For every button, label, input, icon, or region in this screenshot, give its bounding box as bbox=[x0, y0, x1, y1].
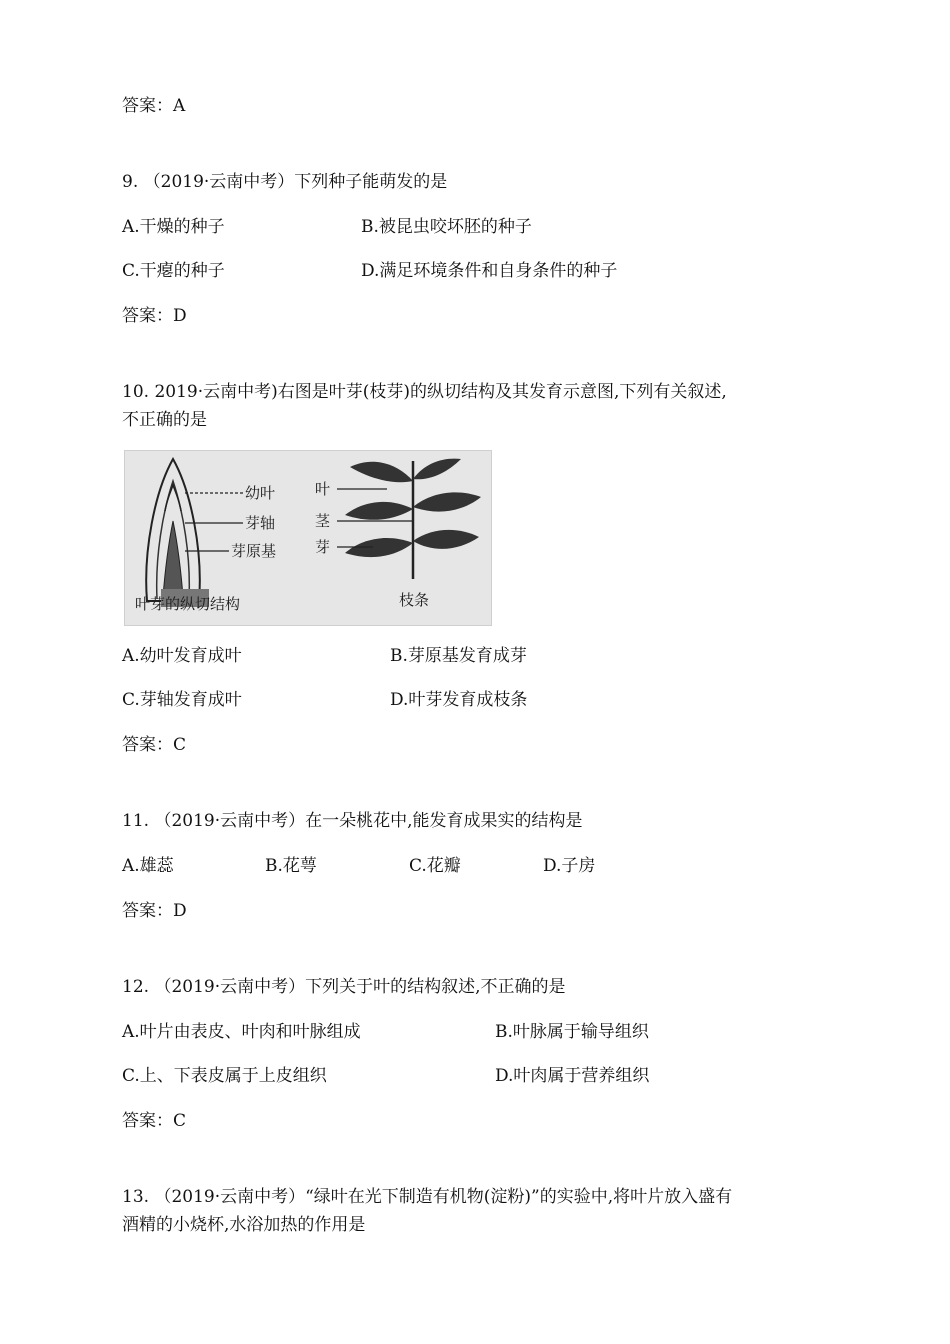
q12-option-d: D.叶肉属于营养组织 bbox=[495, 1066, 650, 1086]
question-9: 9. （2019·云南中考）下列种子能萌发的是 bbox=[122, 172, 448, 192]
answer-9: 答案：D bbox=[122, 306, 187, 326]
q11-option-b: B.花萼 bbox=[265, 856, 317, 876]
caption-branch: 枝条 bbox=[399, 591, 430, 609]
q10-option-d: D.叶芽发育成枝条 bbox=[390, 690, 528, 710]
label-bud-axis: 芽轴 bbox=[245, 514, 276, 532]
label-young-leaf: 幼叶 bbox=[245, 484, 276, 502]
answer-11: 答案：D bbox=[122, 901, 187, 921]
q12-option-a: A.叶片由表皮、叶肉和叶脉组成 bbox=[122, 1022, 361, 1042]
q11-option-c: C.花瓣 bbox=[409, 856, 461, 876]
q10-option-a: A.幼叶发育成叶 bbox=[122, 646, 242, 666]
answer-8: 答案：A bbox=[122, 96, 186, 116]
answer-12: 答案：C bbox=[122, 1111, 187, 1131]
question-10-line1: 10. 2019·云南中考)右图是叶芽(枝芽)的纵切结构及其发育示意图,下列有关叙述, bbox=[122, 382, 727, 402]
label-bud-primordium: 芽原基 bbox=[231, 542, 277, 560]
q10-option-c: C.芽轴发育成叶 bbox=[122, 690, 242, 710]
question-13-line2: 酒精的小烧杯,水浴加热的作用是 bbox=[122, 1215, 366, 1235]
question-13-line1: 13. （2019·云南中考）“绿叶在光下制造有机物(淀粉)”的实验中,将叶片放入盛有 bbox=[122, 1187, 733, 1207]
label-leaf: 叶 bbox=[315, 480, 331, 498]
question-10-line2: 不正确的是 bbox=[122, 410, 207, 430]
q9-option-b: B.被昆虫咬坏胚的种子 bbox=[361, 217, 532, 237]
label-stem: 茎 bbox=[315, 512, 331, 530]
q9-option-a: A.干燥的种子 bbox=[122, 217, 225, 237]
answer-10: 答案：C bbox=[122, 735, 187, 755]
q12-option-b: B.叶脉属于输导组织 bbox=[495, 1022, 649, 1042]
label-bud: 芽 bbox=[315, 538, 331, 556]
caption-bud-section: 叶芽的纵切结构 bbox=[135, 595, 241, 613]
q9-option-d: D.满足环境条件和自身条件的种子 bbox=[361, 261, 618, 281]
q9-option-c: C.干瘪的种子 bbox=[122, 261, 225, 281]
q12-option-c: C.上、下表皮属于上皮组织 bbox=[122, 1066, 327, 1086]
question-11: 11. （2019·云南中考）在一朵桃花中,能发育成果实的结构是 bbox=[122, 811, 583, 831]
q11-option-d: D.子房 bbox=[543, 856, 596, 876]
question-12: 12. （2019·云南中考）下列关于叶的结构叙述,不正确的是 bbox=[122, 977, 566, 997]
q10-option-b: B.芽原基发育成芽 bbox=[390, 646, 527, 666]
leaf-bud-figure bbox=[124, 450, 492, 626]
q11-option-a: A.雄蕊 bbox=[122, 856, 174, 876]
